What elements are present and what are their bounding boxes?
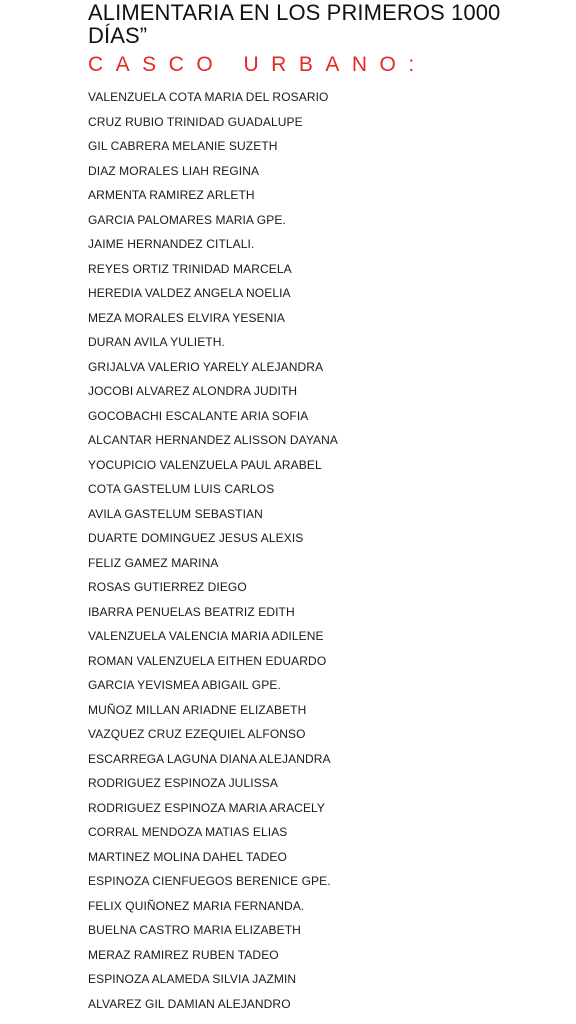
list-item: ALVAREZ GIL DAMIAN ALEJANDRO xyxy=(88,996,291,1011)
list-item: CORRAL MENDOZA MATIAS ELIAS xyxy=(88,825,288,839)
list-item: ALCANTAR HERNANDEZ ALISSON DAYANA xyxy=(88,433,339,447)
list-item: VAZQUEZ CRUZ EZEQUIEL ALFONSO xyxy=(88,727,306,741)
list-item: GOCOBACHI ESCALANTE ARIA SOFIA xyxy=(88,408,309,423)
list-item: GRIJALVA VALERIO YARELY ALEJANDRA xyxy=(88,359,324,374)
list-item: BUELNA CASTRO MARIA ELIZABETH xyxy=(88,923,301,937)
list-item: COTA GASTELUM LUIS CARLOS xyxy=(88,482,275,496)
list-item: FELIX QUIÑONEZ MARIA FERNANDA. xyxy=(88,898,305,913)
list-item: FELIZ GAMEZ MARINA xyxy=(88,555,219,570)
list-item: DIAZ MORALES LIAH REGINA xyxy=(88,163,260,178)
list-item: GARCIA PALOMARES MARIA GPE. xyxy=(88,212,286,227)
list-item: ESPINOZA ALAMEDA SILVIA JAZMIN xyxy=(88,972,297,986)
list-item: JOCOBI ALVAREZ ALONDRA JUDITH xyxy=(88,384,298,398)
list-item: DURAN AVILA YULIETH. xyxy=(88,335,225,349)
list-item: RODRIGUEZ ESPINOZA JULISSA xyxy=(88,776,278,790)
list-item: JAIME HERNANDEZ CITLALI. xyxy=(88,237,255,251)
list-item: ARMENTA RAMIREZ ARLETH xyxy=(88,188,255,202)
title-line-1: ALIMENTARIA EN LOS PRIMEROS 1000 xyxy=(88,0,501,25)
list-item: MEZA MORALES ELVIRA YESENIA xyxy=(88,310,285,325)
page-title xyxy=(88,0,564,47)
list-item: HEREDIA VALDEZ ANGELA NOELIA xyxy=(88,286,291,300)
list-item: REYES ORTIZ TRINIDAD MARCELA xyxy=(88,261,292,276)
list-item: YOCUPICIO VALENZUELA PAUL ARABEL xyxy=(88,457,322,472)
list-item: MARTINEZ MOLINA DAHEL TADEO xyxy=(88,849,287,864)
title-line-2: DÍAS” xyxy=(88,23,148,48)
list-item: VALENZUELA COTA MARIA DEL ROSARIO xyxy=(88,90,329,104)
list-item: VALENZUELA VALENCIA MARIA ADILENE xyxy=(88,629,324,643)
list-item: MUÑOZ MILLAN ARIADNE ELIZABETH xyxy=(88,702,307,717)
list-item: RODRIGUEZ ESPINOZA MARIA ARACELY xyxy=(88,800,326,815)
list-item: GARCIA YEVISMEA ABIGAIL GPE. xyxy=(88,678,281,692)
list-item: ROSAS GUTIERREZ DIEGO xyxy=(88,580,247,594)
section-heading-casco-urbano: CASCO URBANO: xyxy=(88,53,427,76)
list-item: MERAZ RAMIREZ RUBEN TADEO xyxy=(88,947,279,962)
list-item: DUARTE DOMINGUEZ JESUS ALEXIS xyxy=(88,531,304,545)
list-item: ESPINOZA CIENFUEGOS BERENICE GPE. xyxy=(88,874,331,888)
list-item: AVILA GASTELUM SEBASTIAN xyxy=(88,506,263,521)
list-item: ROMAN VALENZUELA EITHEN EDUARDO xyxy=(88,653,327,668)
list-item: GIL CABRERA MELANIE SUZETH xyxy=(88,139,278,153)
list-item: ESCARREGA LAGUNA DIANA ALEJANDRA xyxy=(88,751,331,766)
document-body xyxy=(88,0,564,1016)
list-item: IBARRA PENUELAS BEATRIZ EDITH xyxy=(88,604,295,619)
names-list xyxy=(88,85,564,1016)
list-item: CRUZ RUBIO TRINIDAD GUADALUPE xyxy=(88,114,303,129)
